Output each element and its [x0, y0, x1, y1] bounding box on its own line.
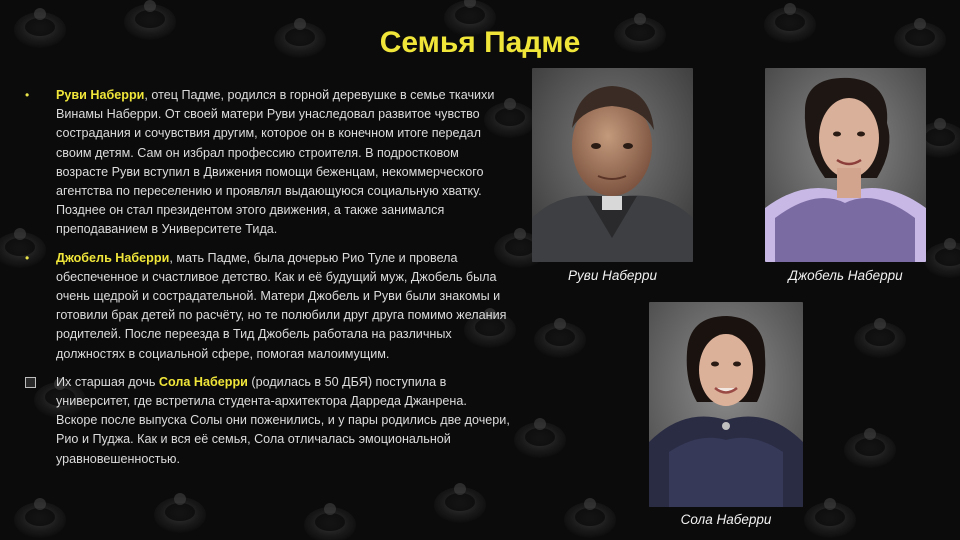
- paragraph-sola: [24, 373, 510, 469]
- paragraph-text: , мать Падме, была дочерью Рио Туле и провела обеспеченное и счастливое детство. Как и её будущий муж, Джобель была очень щедрой и сострадательной. Матери Джобель и Руви были знакомы и готовили брак детей по расчёту, но те полюбили друг друга помимо желания родителей. После переезда в Тид Джобель работала на различных должностях в социальной сфере, помогая малоимущим.: [56, 250, 507, 361]
- caption-sola: Сола Наберри: [680, 512, 772, 527]
- portrait-man-image: [532, 68, 693, 262]
- paragraph-text: (родилась в 50 ДБЯ) поступила в университет, где встретила студента-архитектора Дарреда Джанрена. Вскоре после выпуска Солы они поженились, и у пары родились две дочери, Рио и Пуджа. Как и вся её семья, Сола отличалась эмоциональной уравновешенностью.: [56, 374, 510, 466]
- caption-ruwee: Руви Наберри: [568, 268, 657, 283]
- paragraph-jobal: [24, 249, 510, 364]
- portrait-woman-image: [649, 302, 803, 507]
- caption-jobal: Джобель Наберри: [788, 268, 903, 283]
- name-highlight: Сола Наберри: [158, 374, 248, 389]
- name-highlight: Джобель Наберри: [56, 250, 170, 265]
- paragraph-text: , отец Падме, родился в горной деревушке в семье ткачихи Винамы Наберри. От своей матери Руви унаследовал развитое чувство сострадания и сочувствия другим, которое он в конечном итоге передал своим детям. Сам он избрал профессию строителя. В подростковом возрасте Руви вступил в Движения помощи беженцам, некоммерческого агентства по переселению и проявлял выдающуюся социальную хватку. Позднее он стал президентом этого движения, а также занимался преподаванием в Университете Тида.: [56, 88, 495, 237]
- slide-title: Семья Падме: [379, 26, 581, 59]
- bullet-icon: •: [25, 88, 30, 102]
- photo-jobal: [765, 68, 926, 262]
- paragraph-ruwee: [24, 86, 510, 240]
- photo-ruwee: [532, 68, 693, 262]
- bullet-icon: •: [25, 250, 30, 265]
- paragraph-prefix: Их старшая дочь: [56, 374, 159, 389]
- name-highlight: Руви Наберри: [56, 88, 145, 102]
- photo-sola: [649, 302, 803, 507]
- portrait-woman-image: [765, 68, 926, 262]
- checkbox-bullet-icon: [25, 377, 36, 388]
- body-text: [24, 86, 510, 478]
